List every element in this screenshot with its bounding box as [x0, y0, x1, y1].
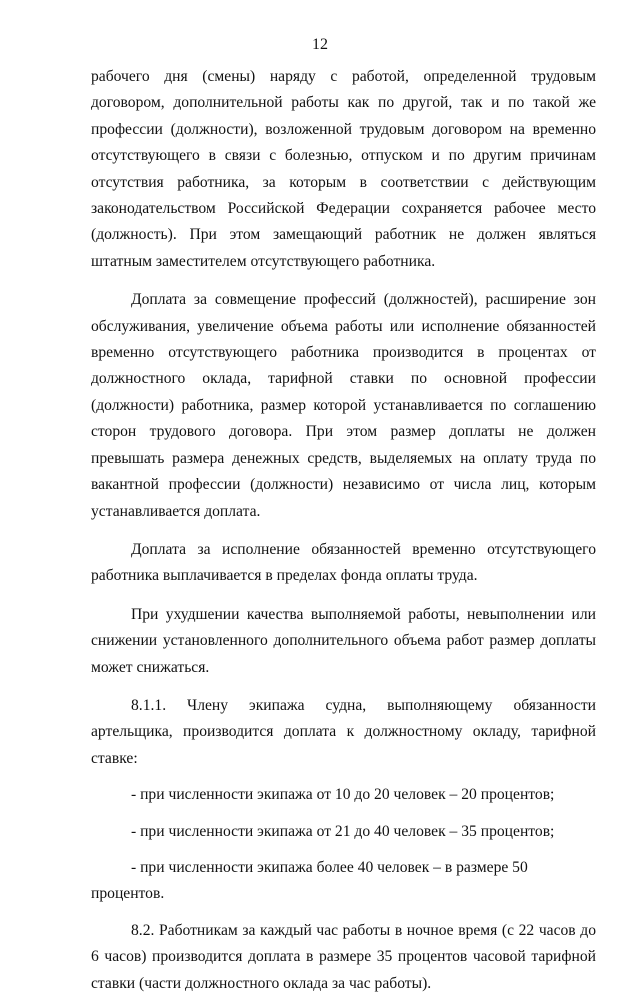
paragraph-8-2-night-work: 8.2. Работникам за каждый час работы в ночное время (с 22 часов до 6 часов) производится доплата в размере 35 процентов часовой тарифной ставки (части должностного оклада за час работы). [91, 921, 596, 992]
page-number: 12 [312, 36, 328, 53]
document-body [91, 64, 596, 997]
paragraph-payment-fund: Доплата за исполнение обязанностей временно отсутствующего работника выплачивается в пределах фонда оплаты труда. [91, 540, 596, 585]
paragraph-8-1-1: 8.1.1. Члену экипажа судна, выполняющему обязанности артельщика, производится доплата к должностному окладу, тарифной ставке: [91, 696, 596, 767]
list-item-crew-21-40: - при численности экипажа от 21 до 40 человек – 35 процентов; [131, 822, 555, 840]
list-item-crew-over-40: - при численности экипажа более 40 человек – в размере 50 процентов. [91, 858, 528, 903]
paragraph-combination-pay: Доплата за совмещение профессий (должностей), расширение зон обслуживания, увеличение объема работы или исполнение обязанностей временно отсутствующего работника производится в процентах от должностного оклада, тарифной ставки по основной профессии (должности) работника, размер которой устанавливается по соглашению сторон трудового договора. При этом размер доплаты не должен превышать размера денежных средств, выделяемых на оплату труда по вакантной профессии (должности) независимо от числа лиц, которым устанавливается доплата. [91, 291, 596, 520]
paragraph-pay-reduction: При ухудшении качества выполняемой работы, невыполнении или снижении установленного дополнительного объема работ размер доплаты может снижаться. [91, 605, 596, 676]
paragraph-continuation: рабочего дня (смены) наряду с работой, определенной трудовым договором, дополнительной работы как по другой, так и по такой же профессии (должности), возложенной трудовым договором на временно отсутствующего в связи с болезнью, отпуском и по другим причинам отсутствия работника, за которым в соответствии с действующим законодательством Российской Федерации сохраняется рабочее место (должность). При этом замещающий работник не должен являться штатным заместителем отсутствующего работника. [91, 68, 596, 270]
list-item-crew-10-20: - при численности экипажа от 10 до 20 человек – 20 процентов; [131, 786, 555, 804]
